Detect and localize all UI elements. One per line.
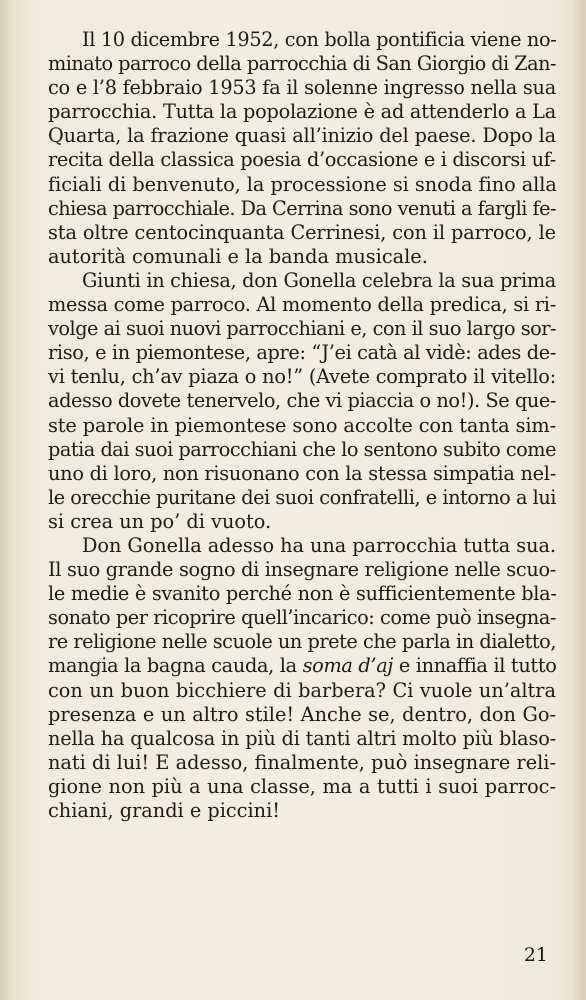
text-line: ste parole in piemontese sono accolte con tanta sim- bbox=[48, 413, 556, 437]
text-run: e innaffia il tutto bbox=[393, 654, 557, 678]
text-line: uno di loro, non risuonano con la stessa simpatia nel- bbox=[48, 461, 556, 485]
text-line: re religione nelle scuole un prete che parla in dialetto, bbox=[48, 630, 556, 654]
text-line: sonato per ricoprire quell’incarico: come può insegna- bbox=[48, 606, 556, 630]
page-edge-shadow bbox=[572, 0, 586, 1000]
text-line: vi tenlu, ch’av piaza o no!” (Avete comprato il vitello: bbox=[48, 365, 556, 389]
text-line: nati di lui! E adesso, finalmente, può insegnare reli- bbox=[48, 750, 556, 774]
page-number: 21 bbox=[523, 944, 548, 966]
text-line: le orecchie puritane dei suoi confratelli, e intorno a lui bbox=[48, 485, 556, 509]
text-line: volge ai suoi nuovi parrocchiani e, con il suo largo sor- bbox=[48, 317, 556, 341]
text-line: nella ha qualcosa in più di tanti altri molto più blaso- bbox=[48, 726, 556, 750]
text-line: Quarta, la frazione quasi all’inizio del paese. Dopo la bbox=[48, 124, 556, 148]
text-line: gione non più a una classe, ma a tutti i suoi parroc- bbox=[48, 774, 556, 798]
text-line: Don Gonella adesso ha una parrocchia tutta sua. bbox=[82, 533, 556, 557]
text-line: co e l’8 febbraio 1953 fa il solenne ingresso nella sua bbox=[48, 76, 556, 100]
text-line: adesso dovete tenervelo, che vi piaccia o no!). Se que- bbox=[48, 389, 557, 413]
text-line: Il suo grande sogno di insegnare religione nelle scuo- bbox=[48, 558, 556, 582]
text-line: Il 10 dicembre 1952, con bolla pontificia viene no- bbox=[82, 28, 557, 51]
text-line: minato parroco della parrocchia di San Giorgio di Zan- bbox=[48, 52, 556, 76]
text-line: autorità comunali e la banda musicale. bbox=[48, 244, 428, 268]
text-line: recita della classica poesia d’occasione e i discorsi uf- bbox=[48, 148, 556, 172]
text-line: con un buon bicchiere di barbera? Ci vuole un’altra bbox=[48, 678, 556, 702]
text-line: parrocchia. Tutta la popolazione è ad attenderlo a La bbox=[48, 100, 556, 124]
text-line: messa come parroco. Al momento della predica, si ri- bbox=[48, 293, 556, 317]
text-line: riso, e in piemontese, apre: “J’ei catà al vidè: ades de- bbox=[48, 341, 556, 365]
text-line: chiesa parrocchiale. Da Cerrina sono venuti a fargli fe- bbox=[48, 196, 556, 220]
text-line: sta oltre centocinquanta Cerrinesi, con il parroco, le bbox=[48, 220, 556, 244]
text-line: patia dai suoi parrocchiani che lo sentono subito come bbox=[48, 437, 556, 461]
text-line: chiani, grandi e piccini! bbox=[48, 799, 280, 822]
text-line: presenza e un altro stile! Anche se, dentro, don Go- bbox=[48, 702, 556, 726]
text-line: si crea un po’ di vuoto. bbox=[48, 509, 272, 533]
text-line: ficiali di benvenuto, la processione si snoda fino alla bbox=[48, 172, 557, 196]
text-line-with-italic bbox=[48, 654, 556, 678]
page-edge-shadow bbox=[0, 0, 14, 1000]
text-line: le medie è svanito perché non è sufficientemente bla- bbox=[48, 582, 557, 606]
text-line: Giunti in chiesa, don Gonella celebra la sua prima bbox=[82, 268, 556, 292]
body-text bbox=[48, 28, 556, 823]
text-run: mangia la bagna cauda, la bbox=[48, 654, 303, 678]
italic-term: soma d’aj bbox=[302, 654, 394, 678]
